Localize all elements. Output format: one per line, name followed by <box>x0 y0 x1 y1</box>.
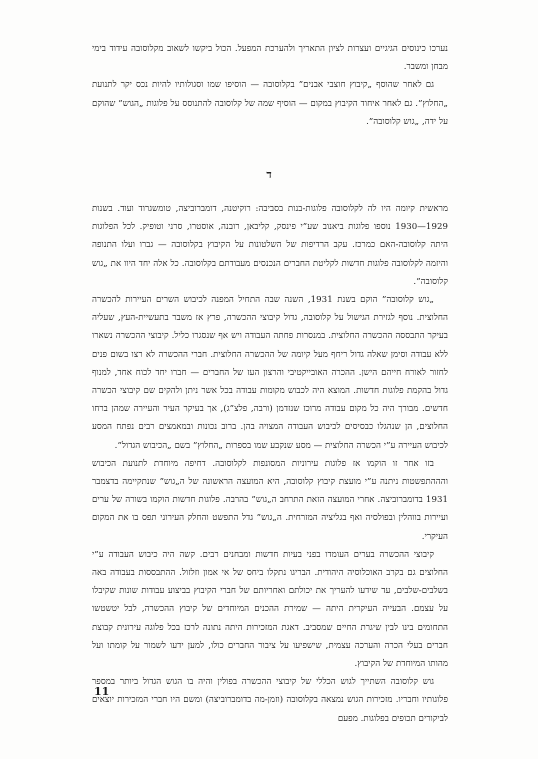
paragraph-daughter-groups: מראשית קיומה היו לה לקלוסובה פלוגות-בנות בסביבה: רוקיטנה, דומברוביצה, טומשגרוד ועוד. בשנות 1929—1930 נוספו פלוגות ביאנוב שע”י פינסק, קליבאן, רובנה, אוסטרו, סרני וטופיק. לכל הפלוגות היתה קלוסובה-האם כמרכז. עקב הרדיפות של השלטונות על הקיבוץ בקלוסובה — גברו ועלו התנופה והיזמה לקלוסובה פלוגות חדשות לקליטת החברים הנכנסים מעבודתם בקלוסובה. כל אלה יחד היוו את „גוש קלוסובה”. <box>92 204 448 287</box>
page-number: 11 <box>94 685 110 698</box>
main-text-block <box>92 200 448 728</box>
paragraph-gush-secretariat: גוש קלוסובה השתייך לגוש הכללי של קיבוצי ההכשרה בפולין והיה בו הגוש הגדול ביותר במספר פלוגותיו וחבריו. מזכירות הגוש נמצאה בקלוסובה (וזמן-מה בדומברוביצה) ומשם היו חברי המזכירות יוצאים לביקורים תכופים בפלוגות. מפעם <box>92 677 448 724</box>
paragraph-urban-groups: בזו אחר זו הוקמו אז פלוגות עירוניות המסונפות לקלוסובה. דחיפה מיוחדת לתנועת הכיבוש והההתפשטות ניתנה ע”י מועצת קיבוץ קלוסובה, היא המועצה הראשונה של ה„גוש” שנתקיימה בדצמבר 1931 בדומברוביצה. אחרי המועצה הזאת התרחב ה„גוש” בהרבה. פלוגות חדשות הוקמו בשורה של ערים ועיירות בווהלין ובפולסיה ואף בגליציה המזרחית. ה„גוש” גדל התפשט והחלק העירוני תפס בו את המקום העיקרי. <box>92 458 448 542</box>
section-marker: ד <box>266 168 272 181</box>
top-text-block <box>92 40 448 131</box>
paragraph-city-challenges: קיבוצי ההכשרה בערים העומדו בפני בעיות חדשות ומבחנים רבים. קשה היה כיבוש העבודה ע”י החלוצים גם בקרב האוכלוסיה היהודית. הבריגו נתקלו ביחס של אי אמון וזלזול. ההתבססות בעבודה באה בשלבים-שלבים, עד שידעו להעריך את יכולתם ואחריותם של חברי הקיבוץ בביצוע עבודות שונות שקיבלו על עצמם. הבעייה העיקרית היתה — שמירת ההכנים המיוחדים של קיבוץ ההכשרה, לבל יטשטשו התחומים בינו לבין שיגרת החיים שמסביב. דאגת המזכירות היתה נתונה לרכז בכל פלוגה עירונית קבוצת חברים בעלי הכרה והערכה עצמית, שישפיעו על ציבור החברים כולו, למען ידעו לשמור על קומתו ועל מהותו המיוחדת של הקיבוץ. <box>92 549 448 670</box>
paragraph-closing: נערכו כינוסים הגיגיים ועצרות לציון התאריך ולהערכת המפעל. הכול ביקשו לשאוב מקלוסובה עידוד בימי מבחן ומשבר. <box>92 44 448 73</box>
paragraph-gush-founding: „גוש קלוסובה” הוקם בשנת 1931, השנה שבה התחיל המפנה לכיבוש השרים העיירות להכשרה החלוצית. נוסף לגזירת הגישול על קלוסובה, גדול קיבוצי ההכשרה, פרץ אז משבר בתעשיית-העץ, שעליה בעיקר התבססה ההכשרה החלוצית. במנסרות פחתה העבודה ויש אף שנסגרו כליל. קיבוצי ההכשרה נשארו ללא עבודה וסימן שאלה גדול ריחף מעל קיומה של ההכשרה החלוצית. חברי ההכשרה לא רצו בשום פנים לחזור לאורח חייהם הישן. ההכרה האובייקטיבי והרצון העז של החברים — חברו יחד לכוח אחד, למנוף גדול בהקמת פלוגות חדשות. המוצא היה לכבוש מקומות עבודה בכל אשר ניתן ולהקים שם קיבוצי הכשרה חדשים. מבורך היה כל מקום עבודה מרוכז שנזדמן (ורבה, פלצ”ג), אך בעיקר העיר והעיירה שמהן ברחו החלוצים, הן שנהגלו כבסיסים לכיבוש העבודה המצויה בהן. ברוב נכונות ובמאמצים רבים נפתח המסע לכיבוש העיירה ע”י הכשרה החלוצית — מסע שנקבע שמו בספרות „החלוץ” בשם „הכיבוש הגדול”. <box>92 295 448 451</box>
paragraph-gush-name: גם לאחר שהוסף „קיבוץ חוצבי אבנים” בקלוסובה — הוסיפו שמו וסגולותיו להיות נכס יקר לתנועת „החלוץ”. גם לאחר איחוד הקיבוץ במקום — הוסיף שמה של קלוסובה להתנוסס על פלוגות „הגוש” שהוקם על ידה, „גוש קלוסובה”. <box>92 80 448 127</box>
